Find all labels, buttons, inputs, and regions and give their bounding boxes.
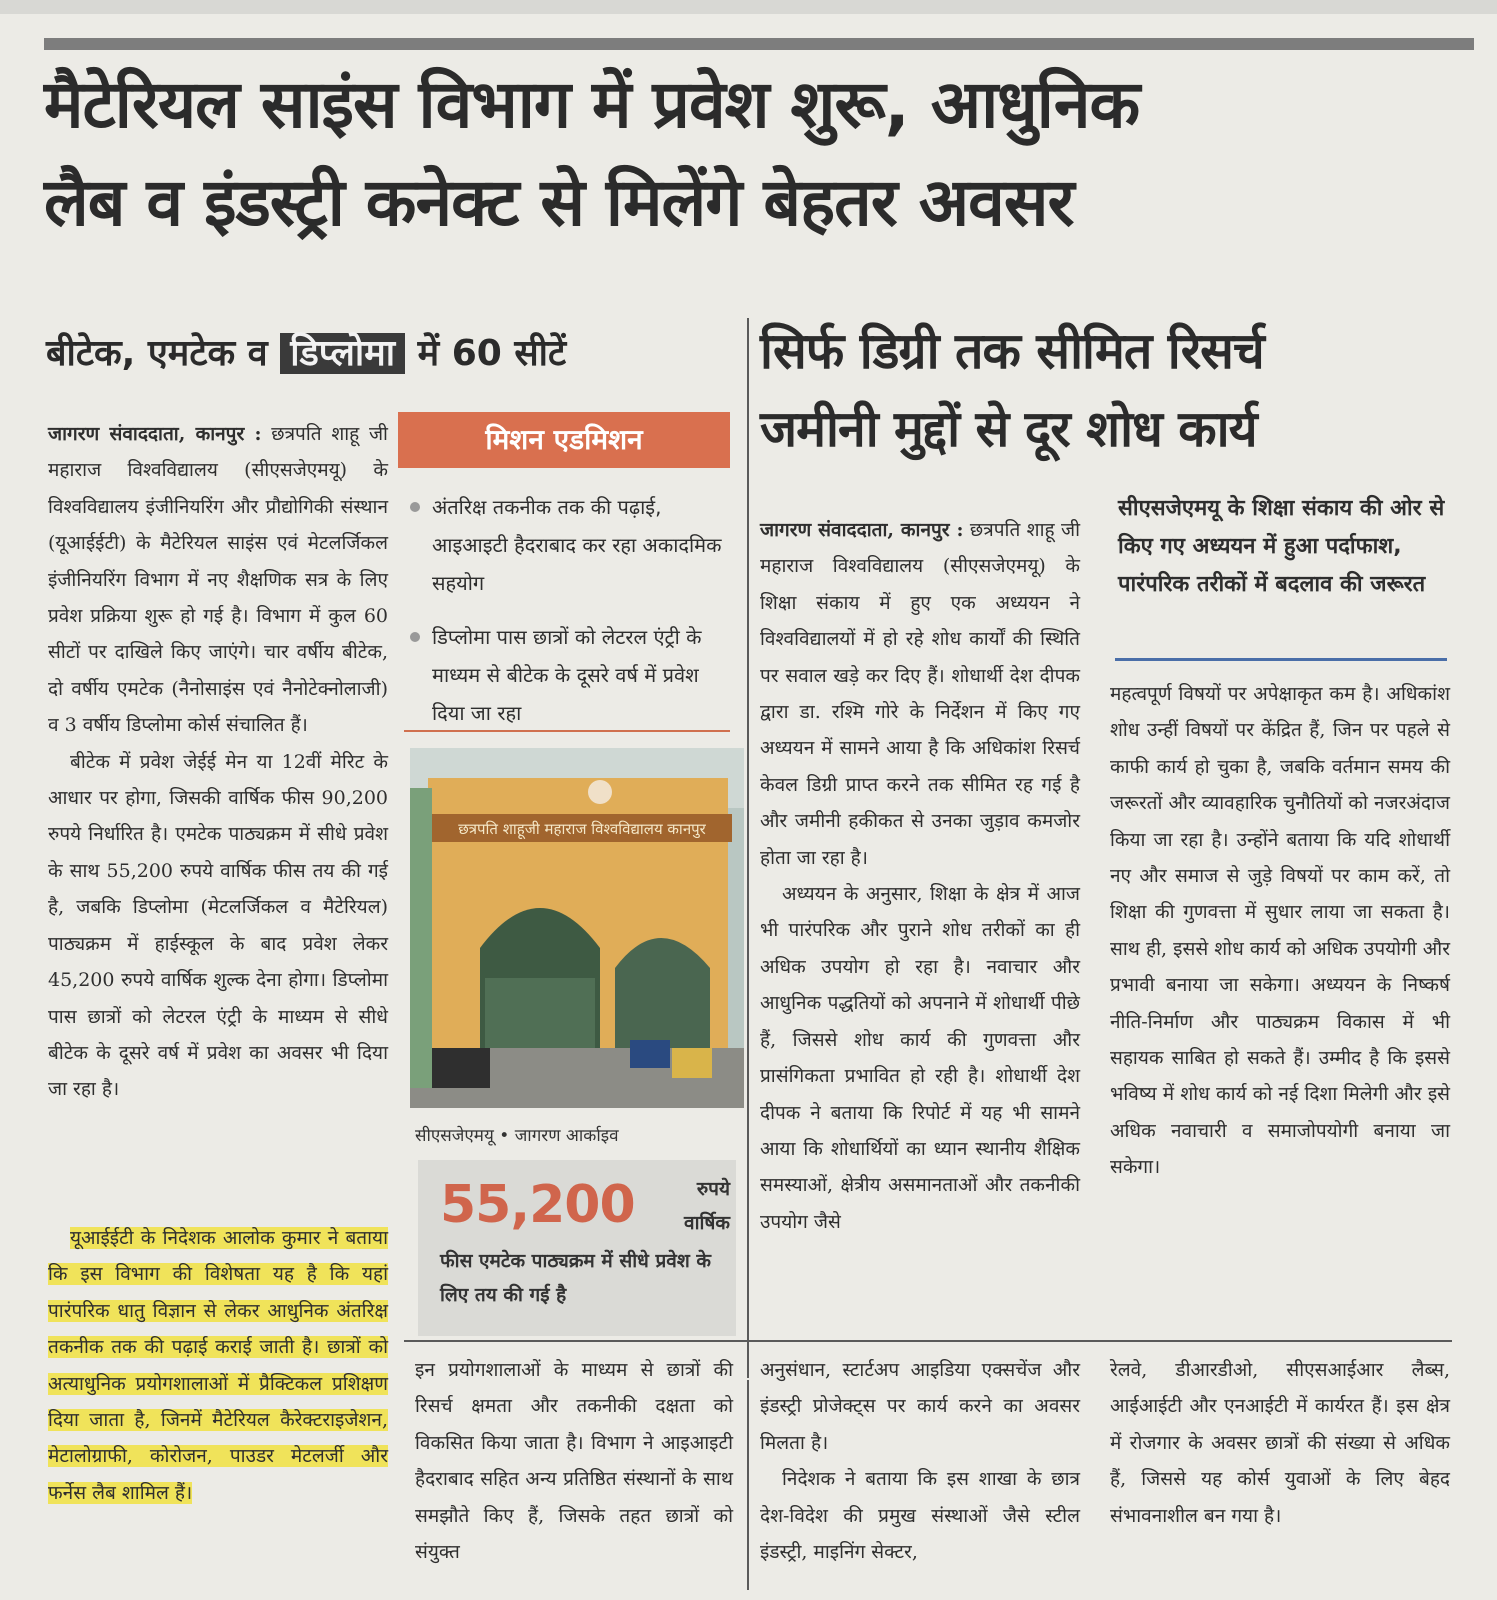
right-story-para3: महत्वपूर्ण विषयों पर अपेक्षाकृत कम है। अधिकांश शोध उन्हीं विषयों पर केंद्रित हैं, जिन पर पहले से काफी कार्य हो चुका है, जबकि वर्तमान समय की जरूरतों और व्यावहारिक चुनौतियों को नजरअंदाज किया जा रहा है। उन्होंने बताया कि यदि शोधार्थी नए और समाज से जुड़े विषयों पर काम करें, तो शिक्षा की गुणवत्ता में सुधार लाया जा सकता है। साथ ही, इससे शोध कार्य को अधिक उपयोगी और प्रभावी बनाया जा सकेगा। अध्ययन के निष्कर्ष नीति-निर्माण और पाठ्यक्रम विकास में भी सहायक साबित हो सकते हैं। उम्मीद है कि इससे भविष्य में शोध कार्य को नई दिशा मिलेगी और इसे अधिक नवाचारी व समाजोपयोगी बनाया जा सकेगा।: [1110, 683, 1450, 1179]
left-story-column: [48, 416, 388, 1108]
fee-unit: [640, 1172, 730, 1240]
fee-description: फीस एमटेक पाठ्यक्रम में सीधे प्रवेश के लिए तय की गई है: [440, 1250, 711, 1306]
left-story-para2: बीटेक में प्रवेश जेईई मेन या 12वीं मेरिट के आधार पर होगा, जिसकी वार्षिक फीस 90,200 रुपये निर्धारित है। एमटेक पाठ्यक्रम में सीधे प्रवेश के साथ 55,200 रुपये वार्षिक फीस तय की गई है, जबकि डिप्लोमा (मेटलर्जिकल व मैटेरियल) पाठ्यक्रम में हाईस्कूल के बाद प्रवेश लेकर 45,200 रुपये वार्षिक शुल्क देना होगा। डिप्लोमा पास छात्रों को लेटरल एंट्री के माध्यम से सीधे बीटेक के दूसरे वर्ष में प्रवेश का अवसर भी दिया जा रहा है।: [48, 750, 388, 1101]
left-story-para4: इन प्रयोगशालाओं के माध्यम से छात्रों की रिसर्च क्षमता और तकनीकी दक्षता को विकसित किया जाता है। विभाग ने आइआइटी हैदराबाद सहित अन्य प्रतिष्ठित संस्थानों के साथ समझौते किए हैं, जिसके तहत छात्रों को संयुक्त: [415, 1359, 733, 1564]
left-byline: जागरण संवाददाता, कानपुर :: [48, 423, 262, 445]
bullet-icon: [410, 632, 420, 642]
gate-sign-text: छत्रपति शाहूजी महाराज विश्वविद्यालय कानपुर: [458, 820, 706, 838]
bullet-icon: [410, 502, 420, 512]
right-story-para1: [760, 512, 1080, 876]
right-story-para1-text: छत्रपति शाहू जी महाराज विश्वविद्यालय (सीएसजेएमयू) के शिक्षा संकाय में हुए एक अध्ययन ने विश्वविद्यालयों में हो रहे शोध कार्यों की स्थिति पर सवाल खड़े कर दिए हैं। शोधार्थी देश दीपक द्वारा डा. रश्मि गोरे के निर्देशन में किए गए अध्ययन में सामने आया है कि अधिकांश रिसर्च केवल डिग्री प्राप्त करने तक सीमित रह गई है और जमीनी हकीकत से उनका जुड़ाव कमजोर होता जा रहा है।: [760, 519, 1080, 869]
right-headline-line1: सिर्फ डिग्री तक सीमित रिसर्च: [760, 322, 1264, 380]
main-headline-line2: लैब व इंडस्ट्री कनेक्ट से मिलेंगे बेहतर अवसर: [44, 164, 1074, 241]
right-byline: जागरण संवाददाता, कानपुर :: [760, 519, 964, 541]
fee-unit-line2: वार्षिक: [684, 1212, 730, 1234]
kicker-rule: [1115, 658, 1447, 661]
mission-bullet-2-text: डिप्लोमा पास छात्रों को लेटरल एंट्री के माध्यम से बीटेक के दूसरे वर्ष में प्रवेश दिया जा रहा: [432, 625, 702, 725]
fee-amount: 55,200: [440, 1175, 635, 1235]
page-top-strip: [0, 0, 1497, 14]
highlighted-quote: यूआईईटी के निदेशक आलोक कुमार ने बताया कि इस विभाग की विशेषता यह है कि यहां पारंपरिक धातु विज्ञान से लेकर आधुनिक अंतरिक्ष तकनीक तक की पढ़ाई कराई जाती है। छात्रों को अत्याधुनिक प्रयोगशालाओं में प्रैक्टिकल प्रशिक्षण दिया जाता है, जिनमें मैटेरियल कैरेक्टराइजेशन, मेटालोग्राफी, कोरोजन, पाउडर मेटलर्जी और फर्नेस लैब शामिल हैं।: [48, 1227, 388, 1504]
right-story-para2: अध्ययन के अनुसार, शिक्षा के क्षेत्र में आज भी पारंपरिक और पुराने शोध तरीकों का ही अधिक उपयोग हो रहा है। नवाचार और आधुनिक पद्धतियों को अपनाने में शोधार्थी पीछे हैं, जिससे शोध कार्य की गुणवत्ता और प्रासंगिकता प्रभावित हो रही है। शोधार्थी देश दीपक ने बताया कि रिपोर्ट में यह भी सामने आया कि शोधार्थियों का ध्यान स्थानीय शैक्षिक समस्याओं, क्षेत्रीय असमानताओं और तकनीकी उपयोग जैसे: [760, 883, 1080, 1233]
main-headline-line1: मैटेरियल साइंस विभाग में प्रवेश शुरू, आधुनिक: [44, 66, 1140, 143]
header-rule: [44, 38, 1474, 50]
mission-admission-banner: मिशन एडमिशन: [398, 412, 730, 468]
mission-rule: [404, 730, 730, 732]
right-story-column2: [1110, 676, 1450, 1186]
left-subheadline-pre: बीटेक, एमटेक व: [46, 333, 281, 374]
caption-credit: जागरण आर्काइव: [514, 1126, 619, 1146]
mission-bullet-1-text: अंतरिक्ष तकनीक तक की पढ़ाई, आइआइटी हैदराबाद कर रहा अकादमिक सहयोग: [432, 495, 722, 595]
continued-para1: अनुसंधान, स्टार्टअप आइडिया एक्सचेंज और इंडस्ट्री प्रोजेक्ट्स पर कार्य करने का अवसर मिलता है।: [760, 1359, 1080, 1454]
left-story-column-continued: [48, 1220, 388, 1511]
left-subheadline-post: में 60 सीटें: [405, 333, 567, 374]
column-divider-bottom: [747, 1380, 749, 1590]
column-divider: [747, 318, 749, 1378]
left-subheadline: [46, 328, 716, 380]
photo-caption: सीएसजेएमयू • जागरण आर्काइव: [415, 1126, 619, 1146]
mission-bullet-1: [408, 488, 728, 602]
left-story-continued-col4: [1110, 1352, 1450, 1534]
left-story-para1-text: छत्रपति शाहू जी महाराज विश्वविद्यालय (सीएसजेएमयू) के विश्वविद्यालय इंजीनियरिंग और प्रौद्योगिकी संस्थान (यूआईईटी) के मैटेरियल साइंस एवं मेटलर्जिकल इंजीनियरिंग विभाग में नए शैक्षणिक सत्र के लिए प्रवेश प्रक्रिया शुरू हो गई है। विभाग में कुल 60 सीटों पर दाखिले किए जाएंगे। चार वर्षीय बीटेक, दो वर्षीय एमटेक (नैनोसाइंस एवं नैनोटेक्नोलाजी) व 3 वर्षीय डिप्लोमा कोर्स संचालित हैं।: [48, 423, 388, 737]
caption-source: सीएसजेएमयू: [415, 1126, 494, 1146]
continued-para2: निदेशक ने बताया कि इस शाखा के छात्र देश-विदेश की प्रमुख संस्थाओं जैसे स्टील इंडस्ट्री, माइनिंग सेक्टर,: [760, 1468, 1080, 1564]
right-story-kicker: सीएसजेएमयू के शिक्षा संकाय की ओर से किए गए अध्ययन में हुआ पर्दाफाश, पारंपरिक तरीकों में बदलाव की जरूरत: [1118, 496, 1445, 597]
left-subheadline-boxed-word: डिप्लोमा: [280, 333, 405, 374]
university-gate-photo: [410, 748, 744, 1108]
right-headline-line2: जमीनी मुद्दों से दूर शोध कार्य: [760, 400, 1257, 458]
continued-para3: रेलवे, डीआरडीओ, सीएसआईआर लैब्स, आईआईटी और एनआईटी में कार्यरत हैं। इस क्षेत्र में रोजगार के अवसर छात्रों की संख्या से अधिक हैं, जिससे यह कोर्स युवाओं के लिए बेहद संभावनाशील बन गया है।: [1110, 1359, 1450, 1527]
left-story-continued-bottom: [415, 1352, 733, 1570]
mission-bullet-list: [408, 488, 728, 748]
left-story-para3: [48, 1220, 388, 1511]
mid-horizontal-rule: [404, 1340, 1452, 1342]
right-story-column1: [760, 512, 1080, 1240]
left-story-para1: [48, 416, 388, 744]
left-story-continued-col3: [760, 1352, 1080, 1570]
fee-unit-line1: रुपये: [696, 1178, 730, 1200]
mission-bullet-2: [408, 618, 728, 732]
